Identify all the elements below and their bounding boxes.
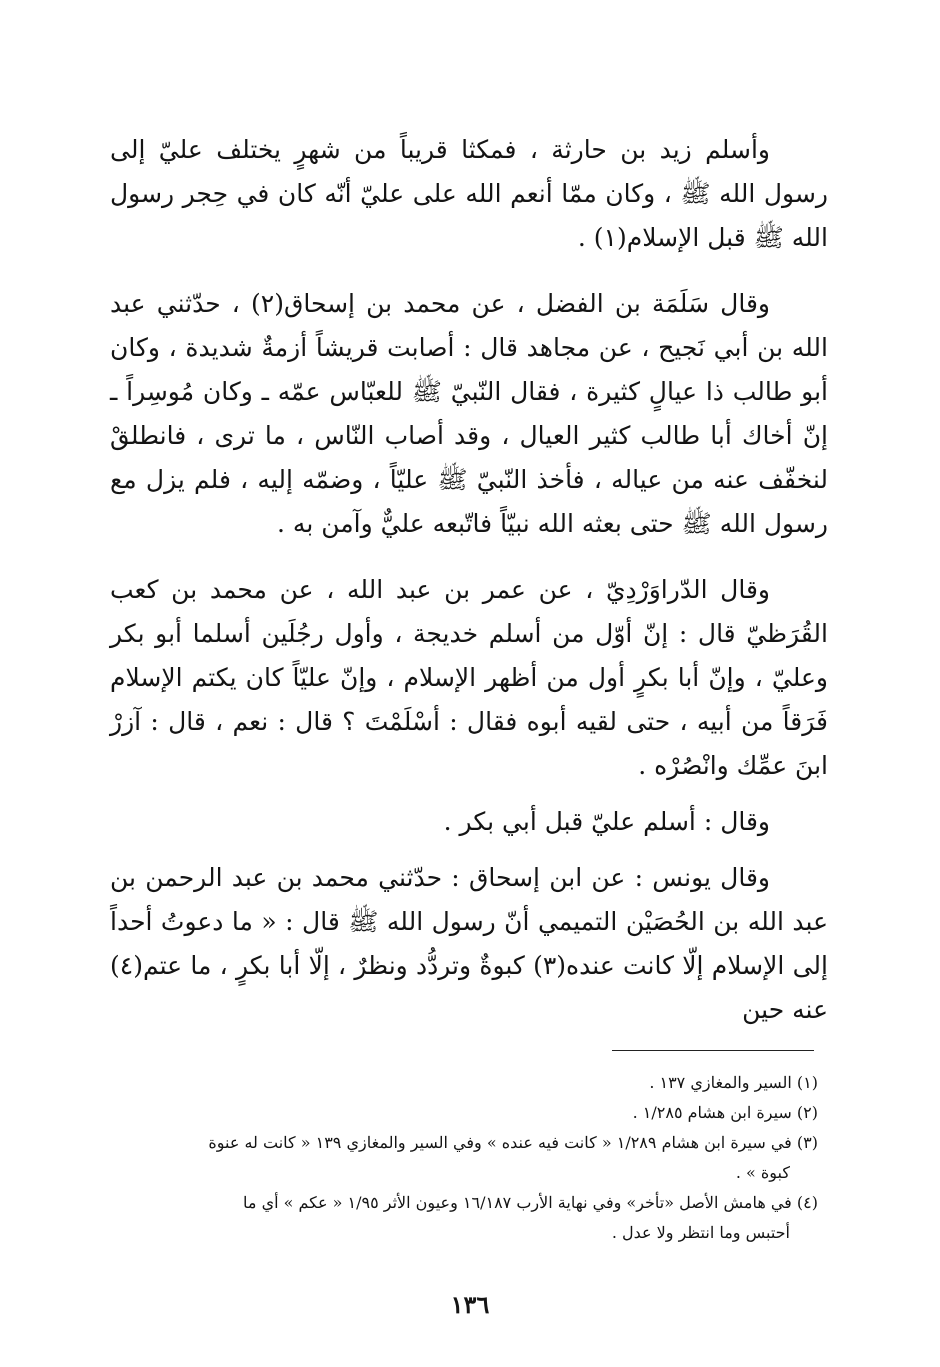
- footnotes: [118, 1068, 818, 1248]
- footnote-2: (٢) سيرة ابن هشام ١/٢٨٥ .: [632, 1103, 818, 1122]
- page-number: ١٣٦: [450, 1290, 490, 1319]
- paragraph-zaid: وأسلم زيد بن حارثة ، فمكثا قريباً من شهرٍ يختلف عليّ إلى رسول الله ﷺ ، وكان ممّا أنعم الله على عليّ أنّه كان في حِجر رسول الله ﷺ قبل الإسلام(١) .: [110, 135, 828, 252]
- main-text: [110, 128, 828, 1032]
- footnote-3: (٣) في سيرة ابن هشام ١/٢٨٩ « كانت فيه عنده » وفي السير والمغازي ١٣٩ « كانت له عنوة: [208, 1133, 818, 1152]
- footnote-4-continued: أحتبس وما انتظر ولا عدل .: [611, 1223, 790, 1242]
- paragraph-salama: وقال سَلَمَة بن الفضل ، عن محمد بن إسحاق(٢) ، حدّثني عبد الله بن أبي نَجيح ، عن مجاهد قال : أصابت قريشاً أزمةٌ شديدة ، وكان أبو طالب ذا عيالٍ كثيرة ، فقال النّبيّ ﷺ للعبّاس عمّه ـ وكان مُوسِراً ـ إنّ أخاك أبا طالب كثير العيال ، وقد أصاب النّاس ، ما ترى ، فانطلقْ لنخفّف عنه من عياله ، فأخذ النّبيّ ﷺ عليّاً ، وضمّه إليه ، فلم يزل مع رسول الله ﷺ حتى بعثه الله نبيّاً فاتّبعه عليٌّ وآمن به .: [110, 289, 828, 538]
- footnote-1: (١) السير والمغازي ١٣٧ .: [649, 1073, 818, 1092]
- paragraph-darawardi: وقال الدّراوَرْدِيّ ، عن عمر بن عبد الله ، عن محمد بن كعب القُرَظيّ قال : إنّ أوّل من أسلم خديجة ، وأول رجُلَين أسلما أبو بكر وعليّ ، وإنّ أبا بكرٍ أول من أظهر الإسلام ، وإنّ عليّاً كان يكتم الإسلام فَرَقاً من أبيه ، حتى لقيه أبوه فقال : أسْلَمْتَ ؟ قال : نعم ، قال : آزرْ ابنَ عمِّك وانْصُرْه .: [110, 575, 828, 780]
- paragraph-qala: وقال : أسلم عليّ قبل أبي بكر .: [443, 807, 770, 836]
- footnote-3-continued: كبوة » .: [735, 1163, 790, 1182]
- paragraph-yunus: وقال يونس : عن ابن إسحاق : حدّثني محمد بن عبد الرحمن بن عبد الله بن الحُصَيْن التميمي أنّ رسول الله ﷺ قال : « ما دعوتُ أحداً إلى الإسلام إلّا كانت عنده(٣) كبوةٌ وتردُّد ونظرٌ ، إلّا أبا بكرٍ ، ما عتم(٤) عنه حين: [110, 863, 828, 1024]
- footnote-separator: [612, 1050, 814, 1051]
- footnote-4: (٤) في هامش الأصل «تأخر» وفي نهاية الأرب ١٦/١٨٧ وعيون الأثر ١/٩٥ « عكم » أي ما: [243, 1193, 818, 1212]
